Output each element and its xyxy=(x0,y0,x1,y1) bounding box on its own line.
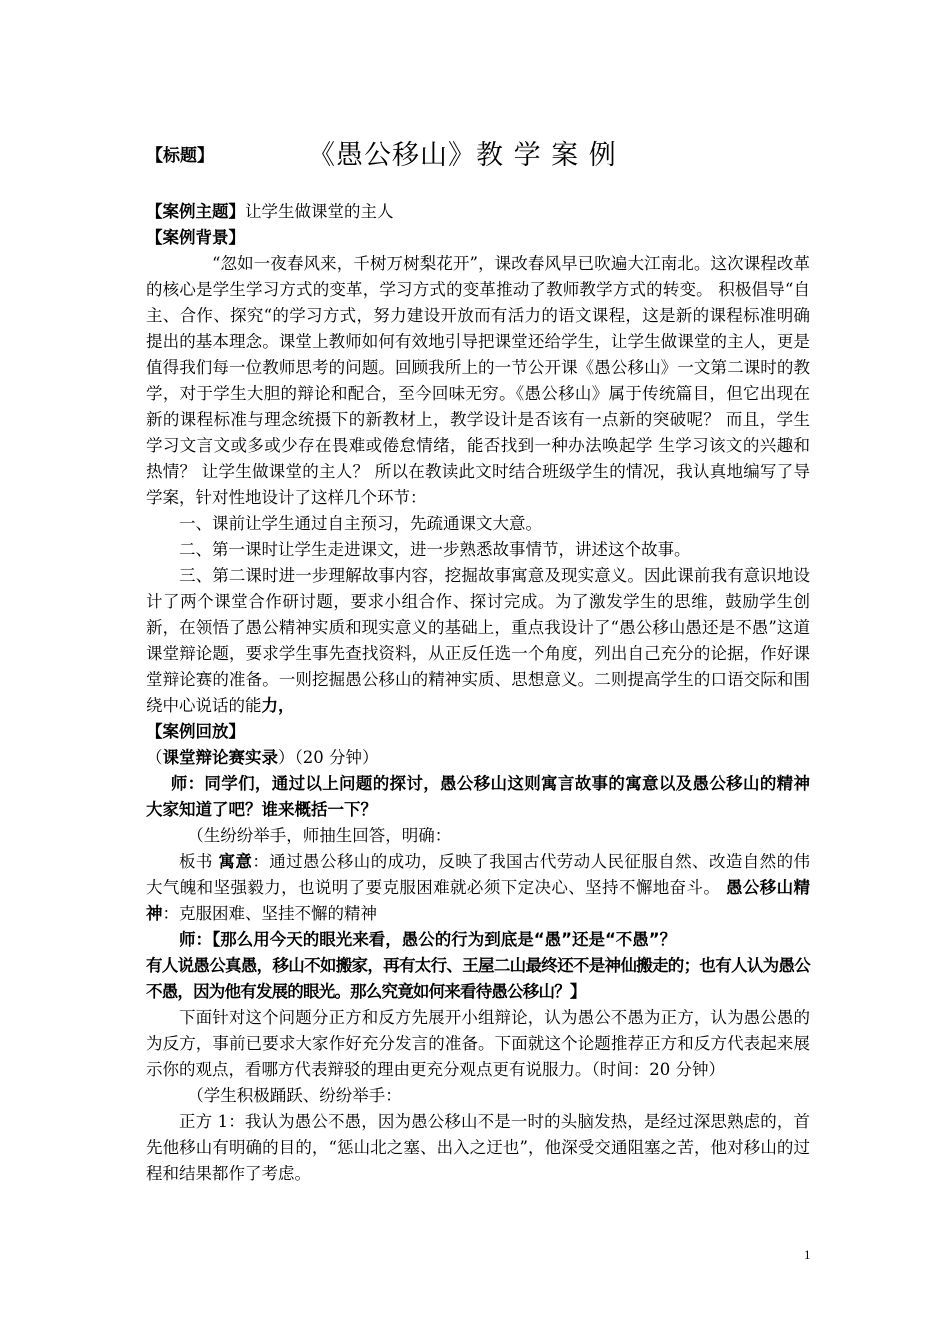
spirit-text: ：克服困难、坚挂不懈的精神 xyxy=(162,904,377,923)
step-3-end: 力， xyxy=(261,696,295,715)
page-number: 1 xyxy=(804,1247,811,1262)
title-tag: 【标题】 xyxy=(146,146,214,166)
debate-intro: 下面针对这个问题分正方和反方先展开小组辩论，认为愚公不愚为正方，认为愚公愚的为反方，事前已要求大家作好充分发言的准备。下面就这个论题推荐正方和反方代表起来展示你的观点，看哪方代表辩驳的理由更充分观点更有说服力。（时间：20 分钟） xyxy=(146,1008,810,1079)
teacher-question-1: 师：同学们，通过以上问题的探讨，愚公移山这则寓言故事的寓意以及愚公移山的精神大家知道了吧？谁来概括一下？ xyxy=(146,774,810,819)
document-title: 《愚公移山》教 学 案 例 xyxy=(308,140,617,171)
students-active: （学生积极踊跃、纷纷举手： xyxy=(187,1086,402,1105)
review-subtitle xyxy=(146,745,810,771)
document-body xyxy=(146,199,810,1187)
board-label: 板书 xyxy=(179,852,219,871)
subtitle-bold: 课堂辩论赛实录 xyxy=(162,748,278,767)
subtitle-close: ）（20 分钟） xyxy=(278,748,379,767)
theme-line xyxy=(146,199,810,225)
spirit-label: 愚公移山精神 xyxy=(146,878,811,923)
students-answer: （生纷纷举手，师抽生回答，明确： xyxy=(187,826,452,845)
background-label: 【案例背景】 xyxy=(146,228,245,247)
moral-text: ：通过愚公移山的成功，反映了我国古代劳动人民征服自然、改造自然的伟大气魄和坚强毅力，也说明了要克服困难就必须下定决心、坚持不懈地奋斗。 xyxy=(146,852,811,897)
background-paragraph: “忽如一夜春风来，千树万树梨花开”，课改春风早已吹遍大江南北。这次课程改革的核心是学生学习方式的变革，学习方式的变革推动了教师教学方式的转变。 积极倡导“自主、合作、探究“的学习方式，努力建设开放而有活力的语文课程，这是新的课程标准明确提出的基本理念。课堂上教师如何有效地引导把课堂还给学生，让学生做课堂的主人，更是值得我们每一位教师思考的问题。回顾我所上的一节公开课《愚公移山》一文第二课时的教学，对于学生大胆的辩论和配合，至今回味无穷。《愚公移山》属于传统篇目，但它出现在新的课程标准与理念统摄下的新教材上，教学设计是否该有一点新的突破呢？ 而且，学生学习文言文或多或少存在畏难或倦怠情绪，能否找到一种办法唤起学 生学习该文的兴趣和热情？ 让学生做课堂的主人？ 所以在教读此文时结合班级学生的情况，我认真地编写了导学案，针对性地设计了这样几个环节： xyxy=(146,254,810,507)
step-2: 二、第一课时让学生走进课文，进一步熟悉故事情节，讲述这个故事。 xyxy=(179,540,691,559)
pro-speaker-1: 正方 1：我认为愚公不愚，因为愚公移山不是一时的头脑发热，是经过深思熟虑的，首先他移山有明确的目的，“惩山北之塞、出入之迂也”，他深受交通阻塞之苦，他对移山的过程和结果都作了考虑。 xyxy=(146,1112,810,1183)
subtitle-open: （ xyxy=(146,748,163,767)
step-3-text: 三、第二课时进一步理解故事内容，挖掘故事寓意及现实意义。因此课前我有意识地设计了两个课堂合作研讨题，要求小组合作、探讨完成。为了激发学生的思维，鼓励学生创新，在领悟了愚公精神实质和现实意义的基础上，重点我设计了“愚公移山愚还是不愚”这道课堂辩论题，要求学生事先查找资料，从正反任选一个角度，列出自己充分的论据，作好课堂辩论赛的准备。一则挖掘愚公移山的精神实质、思想意义。二则提高学生的口语交际和围绕中心说话的能 xyxy=(146,566,810,715)
theme-label: 【案例主题】 xyxy=(146,202,245,221)
review-label: 【案例回放】 xyxy=(146,722,245,741)
moral-label: 寓意 xyxy=(218,852,253,871)
teacher-question-2: 师：【那么用今天的眼光来看，愚公的行为到底是“愚”还是“不愚”？ xyxy=(179,930,677,949)
step-1: 一、课前让学生通过自主预习，先疏通课文大意。 xyxy=(179,514,542,533)
teacher-question-2-rest: 有人说愚公真愚，移山不如搬家，再有太行、王屋二山最终还不是神仙搬走的；也有人认为愚公不愚，因为他有发展的眼光。那么究竟如何来看待愚公移山？】 xyxy=(146,956,810,1001)
step-3 xyxy=(146,563,810,719)
title-line xyxy=(146,133,806,173)
theme-text: 让学生做课堂的主人 xyxy=(245,202,394,221)
board-writing xyxy=(146,849,810,927)
